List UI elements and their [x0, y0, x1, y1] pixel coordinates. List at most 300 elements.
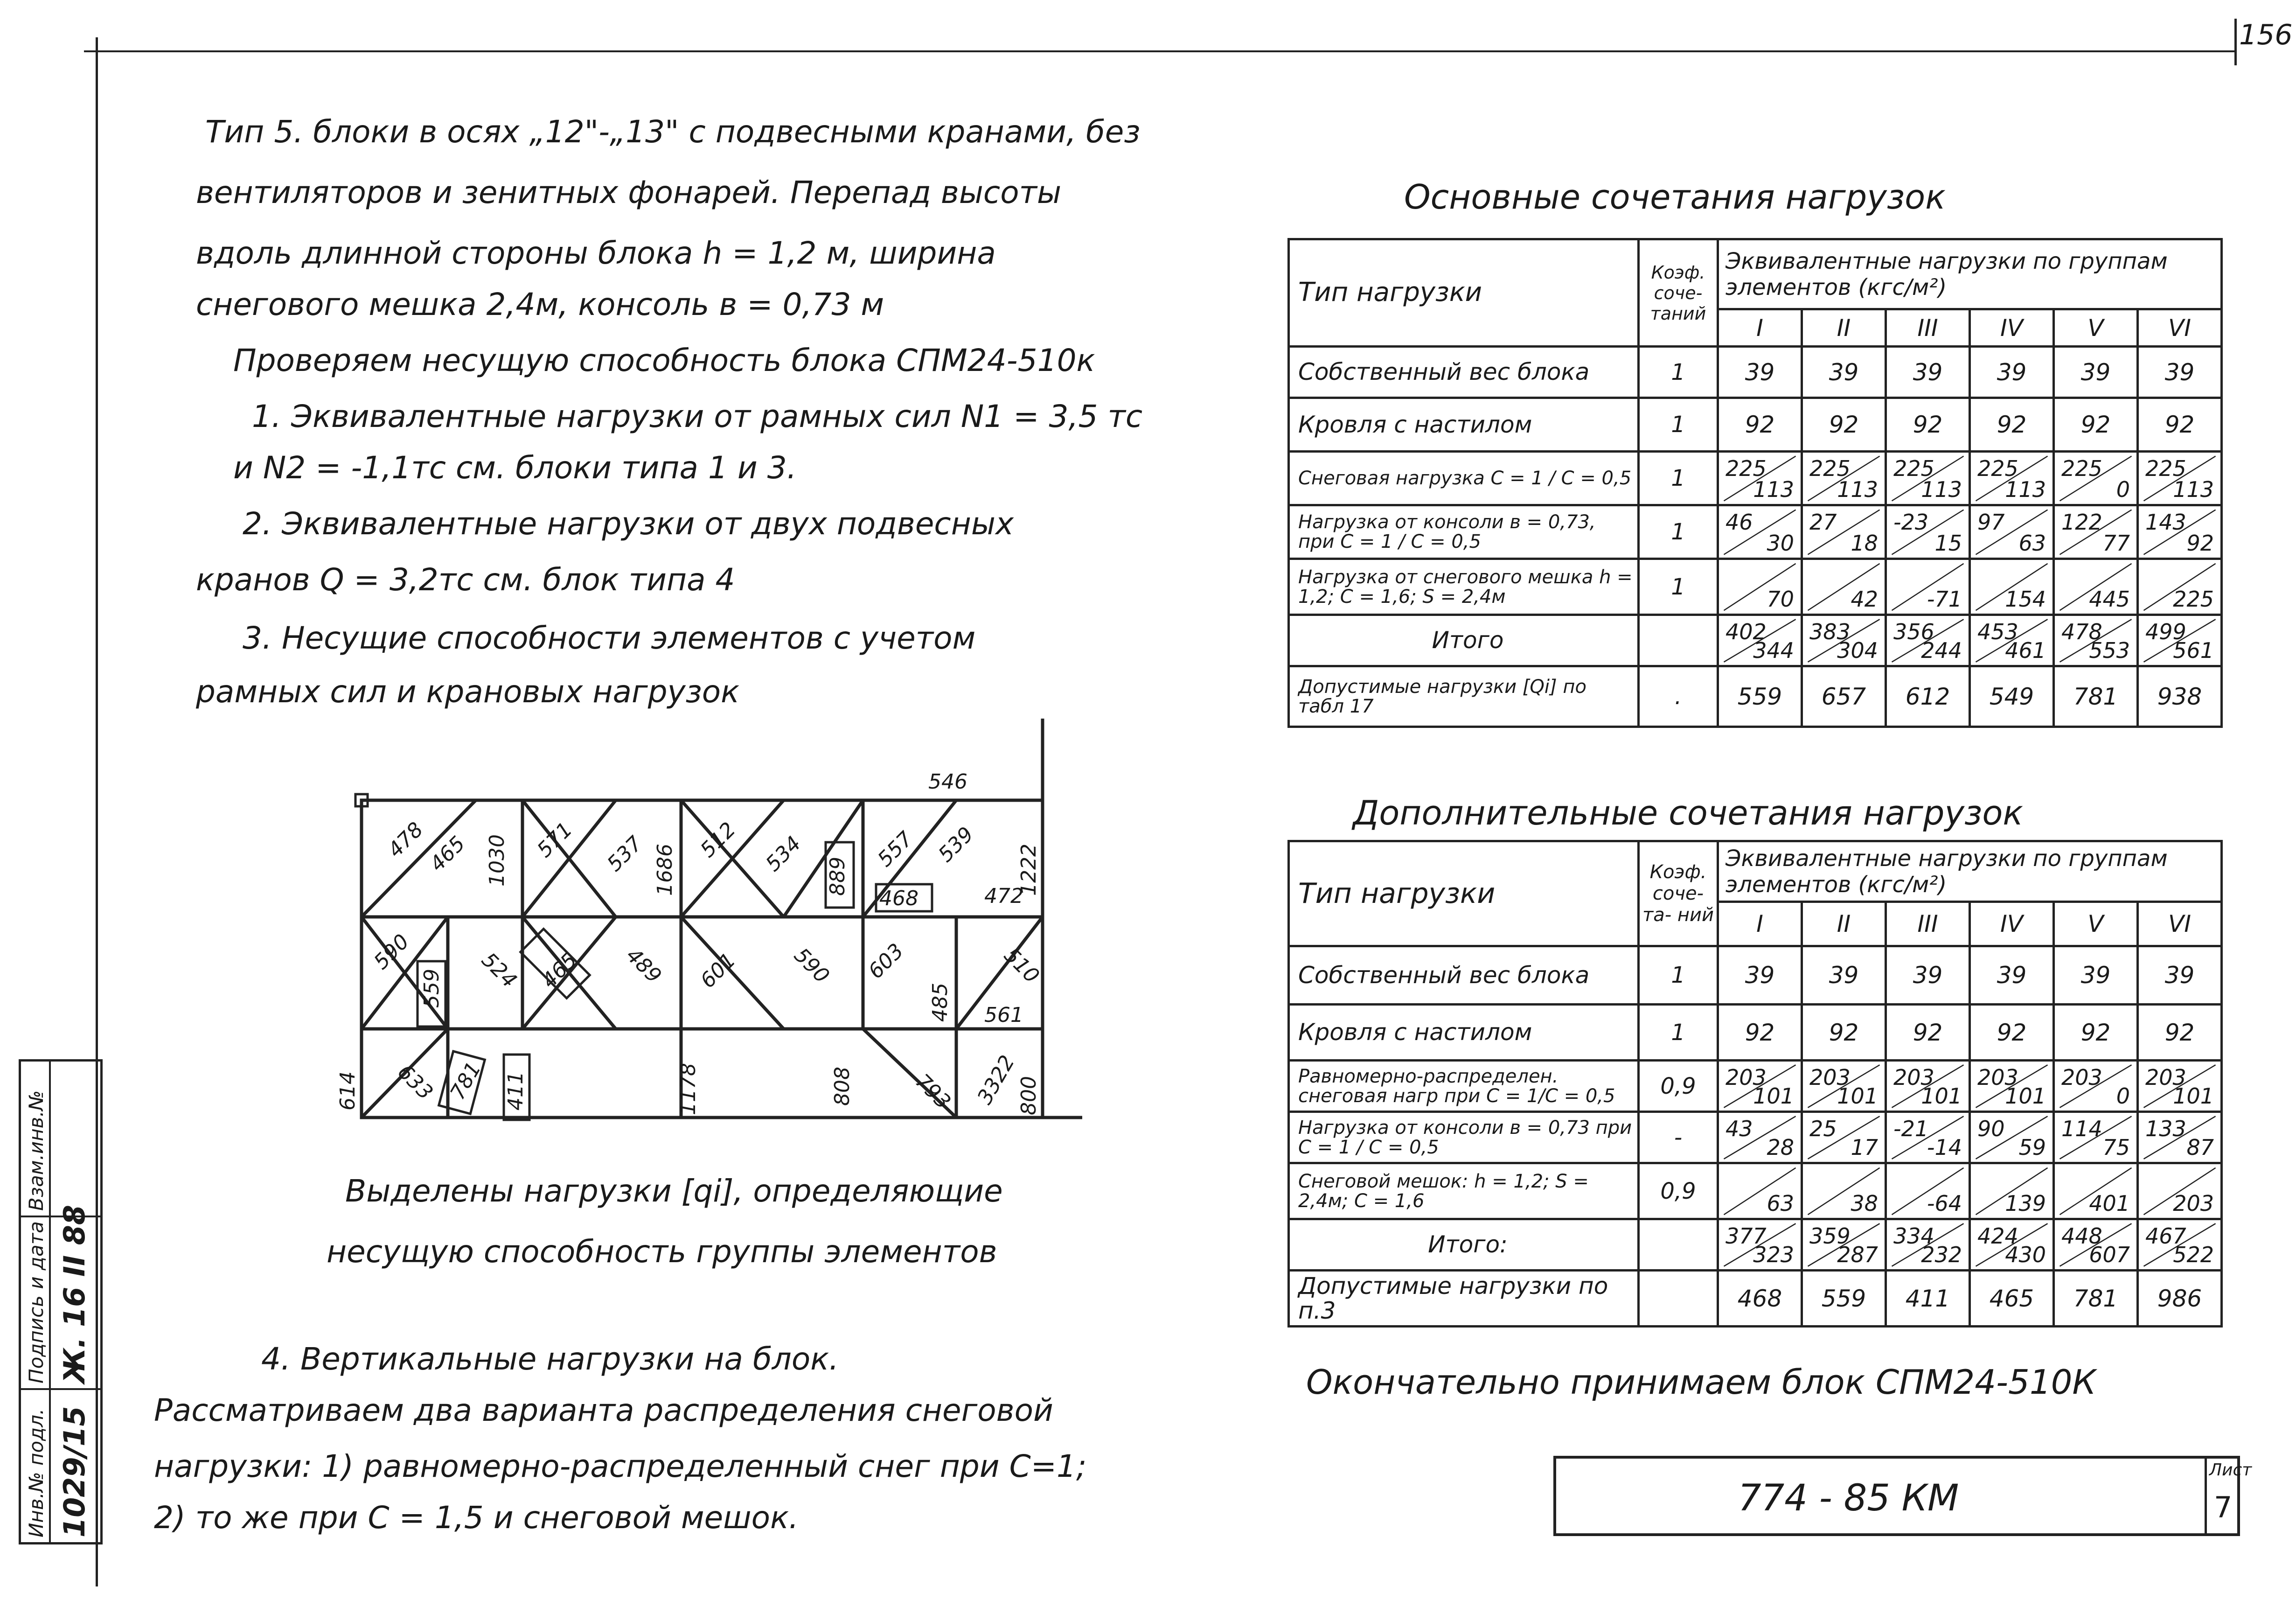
fraction-top: 478 — [2061, 619, 2102, 644]
value-cell: 92 — [2054, 398, 2138, 452]
diagram-label: 465 — [537, 948, 582, 993]
check-item-2b: кранов Q = 3,2тс см. блок типа 4 — [196, 562, 735, 598]
fraction-cell — [1886, 1061, 1970, 1112]
fraction-bottom: 101 — [2005, 1083, 2046, 1109]
table-row — [1289, 347, 2222, 398]
table-row — [1289, 1005, 2222, 1061]
diagram-label: 3322 — [973, 1051, 1020, 1109]
value-cell: 411 — [1886, 1271, 1970, 1327]
fraction-cell — [1718, 559, 1802, 615]
group-label: II — [1802, 309, 1886, 347]
table2-header-equiv: Эквивалентные нагрузки по группам элементов (кгс/м²) — [1718, 841, 2222, 902]
value-cell: 468 — [1718, 1271, 1802, 1327]
fraction-bottom: 445 — [2089, 586, 2130, 612]
fraction-cell — [1802, 1061, 1886, 1112]
row-label: Снеговой мешок: h = 1,2; S = 2,4м; С = 1,6 — [1289, 1163, 1639, 1219]
intro-line: снегового мешка 2,4м, консоль в = 0,73 м — [196, 286, 884, 322]
fraction-top: 114 — [2061, 1116, 2102, 1141]
check-item-3b: рамных сил и крановых нагрузок — [196, 674, 739, 710]
fraction-cell — [1802, 1112, 1886, 1163]
right-border — [2234, 19, 2237, 65]
fraction-top: 225 — [2145, 455, 2186, 481]
fraction-bottom: 77 — [2102, 530, 2130, 556]
fraction-bottom: 287 — [1837, 1242, 1878, 1267]
diagram-label: 557 — [873, 827, 918, 872]
fraction-top: 225 — [1725, 455, 1767, 481]
fraction-bottom: 0 — [2116, 476, 2130, 502]
table-row — [1289, 1271, 2222, 1327]
side-replace-label: Взам.инв.№ — [25, 1090, 48, 1211]
diagram-label: 524 — [477, 948, 522, 993]
fraction-cell — [1886, 505, 1970, 559]
diagram-label: 465 — [425, 831, 470, 876]
value-cell: 39 — [1718, 946, 1802, 1005]
fraction-cell — [2054, 1112, 2138, 1163]
group-label: I — [1718, 902, 1802, 946]
fraction-bottom: 113 — [2173, 476, 2214, 502]
fraction-cell — [1802, 615, 1886, 666]
fraction-bottom: 522 — [2173, 1242, 2214, 1267]
fraction-cell — [1886, 1112, 1970, 1163]
fraction-top: 359 — [1809, 1223, 1851, 1249]
value-cell: 549 — [1970, 666, 2054, 727]
fraction-top: 143 — [2145, 509, 2186, 535]
fraction-cell — [1886, 1163, 1970, 1219]
fraction-top: 203 — [2061, 1064, 2102, 1090]
vertical-line: нагрузки: 1) равномерно-распределенный снег при С=1; — [154, 1448, 1087, 1484]
fraction-top: 203 — [2145, 1064, 2186, 1090]
fraction-cell — [1886, 559, 1970, 615]
fraction-top: 467 — [2145, 1223, 2186, 1249]
top-border — [84, 50, 2234, 52]
fraction-top: 203 — [1977, 1064, 2018, 1090]
group-label: II — [1802, 902, 1886, 946]
row-coef — [1639, 1219, 1718, 1271]
check-item-1b: и N2 = -1,1тс см. блоки типа 1 и 3. — [233, 450, 797, 486]
stamp-divider — [2205, 1459, 2207, 1533]
value-cell: 92 — [1718, 1005, 1802, 1061]
fraction-cell — [2138, 1112, 2222, 1163]
fraction-top: 334 — [1893, 1223, 1934, 1249]
fraction-bottom: 113 — [1837, 476, 1878, 502]
value-cell: 92 — [1886, 1005, 1970, 1061]
diagram-label: 1686 — [653, 844, 677, 896]
group-label: V — [2054, 309, 2138, 347]
side-stamp-divider — [49, 1062, 51, 1542]
row-label: Итого: — [1289, 1219, 1639, 1271]
group-label: VI — [2138, 902, 2222, 946]
table-row — [1289, 1112, 2222, 1163]
fraction-cell — [1970, 615, 2054, 666]
check-title: Проверяем несущую способность блока СПМ24-510к — [233, 342, 1095, 378]
drawing-code: 774 - 85 КМ — [1738, 1477, 1959, 1519]
fraction-top: 97 — [1977, 509, 2005, 535]
fraction-top: 424 — [1977, 1223, 2018, 1249]
fraction-top: 383 — [1809, 619, 1851, 644]
diagram-label: 1178 — [676, 1063, 700, 1115]
diagram-label: 489 — [621, 943, 666, 988]
group-label: VI — [2138, 309, 2222, 347]
fraction-top: 402 — [1725, 619, 1767, 644]
fraction-top: 225 — [1809, 455, 1851, 481]
fraction-bottom: 101 — [1753, 1083, 1794, 1109]
side-inv-value: 1029/15 — [57, 1406, 91, 1537]
vertical-line: 2) то же при С = 1,5 и снеговой мешок. — [154, 1500, 799, 1536]
intro-line: вдоль длинной стороны блока h = 1,2 м, ширина — [196, 235, 996, 271]
fraction-top: 43 — [1725, 1116, 1753, 1141]
value-cell: 612 — [1886, 666, 1970, 727]
fraction-cell — [2138, 615, 2222, 666]
check-item-2a: 2. Эквивалентные нагрузки от двух подвесных — [243, 506, 1014, 542]
diagram-label: 793 — [911, 1069, 955, 1114]
diagram-label: 590 — [789, 943, 834, 988]
fraction-cell — [1718, 1112, 1802, 1163]
fraction-top: 225 — [1977, 455, 2018, 481]
row-coef: 1 — [1639, 452, 1718, 505]
fraction-top: 133 — [2145, 1116, 2186, 1141]
fraction-cell — [2054, 452, 2138, 505]
row-coef: 1 — [1639, 505, 1718, 559]
fraction-top: 122 — [2061, 509, 2102, 535]
sheet-label: Лист — [2209, 1460, 2252, 1480]
side-sign-value: Ж. 16 II 88 — [57, 1205, 91, 1383]
fraction-cell — [1718, 452, 1802, 505]
fraction-top: 203 — [1725, 1064, 1767, 1090]
fraction-bottom: 232 — [1921, 1242, 1962, 1267]
fraction-top: 90 — [1977, 1116, 2005, 1141]
fraction-bottom: -71 — [1927, 586, 1962, 612]
value-cell: 559 — [1718, 666, 1802, 727]
fraction-bottom: 344 — [1753, 637, 1794, 663]
fraction-bottom: 139 — [2005, 1190, 2046, 1216]
fraction-cell — [2054, 1163, 2138, 1219]
fraction-cell — [1802, 1163, 1886, 1219]
fraction-cell — [2138, 505, 2222, 559]
sheet-number: 7 — [2214, 1490, 2233, 1524]
side-inv-label: Инв.№ подл. — [25, 1408, 48, 1537]
row-coef: 0,9 — [1639, 1061, 1718, 1112]
fraction-bottom: 323 — [1753, 1242, 1794, 1267]
value-cell: 39 — [1802, 946, 1886, 1005]
table-row — [1289, 505, 2222, 559]
table-row — [1289, 946, 2222, 1005]
fraction-bottom: 430 — [2005, 1242, 2046, 1267]
fraction-cell — [2054, 1061, 2138, 1112]
value-cell: 39 — [2138, 347, 2222, 398]
diagram-label: 633 — [393, 1060, 438, 1105]
fraction-cell — [1718, 505, 1802, 559]
diagram-label: 472 — [984, 884, 1023, 908]
fraction-bottom: 17 — [1851, 1134, 1878, 1160]
fraction-bottom: 607 — [2089, 1242, 2130, 1267]
row-label: Нагрузка от консоли в = 0,73, при С = 1 / С = 0,5 — [1289, 505, 1639, 559]
side-sign-label: Подпись и дата — [25, 1221, 48, 1383]
value-cell: 781 — [2054, 666, 2138, 727]
side-stamp — [19, 1059, 103, 1544]
fraction-top: 225 — [1893, 455, 1934, 481]
diagram-label: 546 — [928, 770, 967, 794]
title-block — [1553, 1456, 2252, 1536]
conclusion: Окончательно принимаем блок СПМ24-510К — [1306, 1362, 2096, 1402]
table1-header-equiv: Эквивалентные нагрузки по группам элементов (кгс/м²) — [1718, 239, 2222, 309]
row-coef — [1639, 1271, 1718, 1327]
row-label: Нагрузка от снегового мешка h = 1,2; С = 1,6; S = 2,4м — [1289, 559, 1639, 615]
value-cell: 92 — [2054, 1005, 2138, 1061]
fraction-cell — [1802, 559, 1886, 615]
fraction-bottom: 70 — [1767, 586, 1794, 612]
fraction-cell — [2138, 1061, 2222, 1112]
row-label: Собственный вес блока — [1289, 347, 1639, 398]
diagram-label: 468 — [879, 887, 918, 910]
fraction-cell — [1886, 615, 1970, 666]
fraction-top: 356 — [1893, 619, 1934, 644]
fraction-bottom: 75 — [2102, 1134, 2130, 1160]
intro-line: вентиляторов и зенитных фонарей. Перепад высоты — [196, 175, 1062, 210]
row-label: Итого — [1289, 615, 1639, 666]
fraction-top: 25 — [1809, 1116, 1837, 1141]
value-cell: 92 — [1802, 398, 1886, 452]
fraction-cell — [1970, 452, 2054, 505]
row-label: Кровля с настилом — [1289, 1005, 1639, 1061]
diagram-label: 889 — [826, 857, 849, 896]
fraction-cell — [2138, 1219, 2222, 1271]
fraction-top: 499 — [2145, 619, 2186, 644]
page-number: 156 — [2239, 19, 2293, 51]
fraction-cell — [1970, 1112, 2054, 1163]
value-cell: 465 — [1970, 1271, 2054, 1327]
fraction-bottom: 0 — [2116, 1083, 2130, 1109]
fraction-cell — [2138, 452, 2222, 505]
fraction-bottom: 225 — [2173, 586, 2214, 612]
fraction-cell — [2054, 615, 2138, 666]
diagram-label: 781 — [445, 1058, 486, 1104]
check-item-3a: 3. Несущие способности элементов с учетом — [243, 620, 976, 656]
group-label: IV — [1970, 902, 2054, 946]
fraction-cell — [1970, 505, 2054, 559]
diagram-label: 478 — [383, 817, 428, 862]
table1-header-type: Тип нагрузки — [1289, 239, 1639, 347]
value-cell: 39 — [2138, 946, 2222, 1005]
fraction-cell — [1970, 1163, 2054, 1219]
value-cell: 92 — [1802, 1005, 1886, 1061]
fraction-top: 46 — [1725, 509, 1753, 535]
fraction-bottom: 244 — [1921, 637, 1962, 663]
fraction-bottom: 15 — [1934, 530, 1962, 556]
value-cell: 92 — [1718, 398, 1802, 452]
table-row — [1289, 1061, 2222, 1112]
table-row — [1289, 1219, 2222, 1271]
value-cell: 938 — [2138, 666, 2222, 727]
fraction-bottom: 59 — [2018, 1134, 2046, 1160]
fraction-top: 203 — [1809, 1064, 1851, 1090]
value-cell: 657 — [1802, 666, 1886, 727]
row-label: Нагрузка от консоли в = 0,73 при С = 1 / С = 0,5 — [1289, 1112, 1639, 1163]
row-coef: 1 — [1639, 559, 1718, 615]
fraction-bottom: 101 — [1921, 1083, 1962, 1109]
diagram-label: 510 — [999, 943, 1044, 988]
fraction-bottom: 63 — [2018, 530, 2046, 556]
fraction-bottom: 63 — [1767, 1190, 1794, 1216]
row-coef: 0,9 — [1639, 1163, 1718, 1219]
value-cell: 92 — [2138, 398, 2222, 452]
table-row — [1289, 452, 2222, 505]
vertical-item-4: 4. Вертикальные нагрузки на блок. — [261, 1341, 839, 1377]
table2-header-coef: Коэф. соче- та- ний — [1639, 841, 1718, 946]
value-cell: 781 — [2054, 1271, 2138, 1327]
value-cell: 39 — [1718, 347, 1802, 398]
fraction-bottom: 203 — [2173, 1190, 2214, 1216]
fraction-bottom: 461 — [2005, 637, 2046, 663]
fraction-top: 453 — [1977, 619, 2018, 644]
fraction-bottom: -14 — [1927, 1134, 1962, 1160]
row-coef: - — [1639, 1112, 1718, 1163]
fraction-cell — [1970, 1219, 2054, 1271]
row-coef: 1 — [1639, 946, 1718, 1005]
diagram-label: 559 — [420, 969, 444, 1008]
diagram-label: 539 — [933, 822, 979, 867]
fraction-bottom: 92 — [2186, 530, 2214, 556]
table-row — [1289, 615, 2222, 666]
fraction-cell — [1718, 1061, 1802, 1112]
table1-title: Основные сочетания нагрузок — [1404, 177, 1946, 217]
value-cell: 39 — [1970, 347, 2054, 398]
fraction-cell — [1718, 1219, 1802, 1271]
fraction-bottom: 30 — [1767, 530, 1794, 556]
value-cell: 39 — [1802, 347, 1886, 398]
group-label: III — [1886, 902, 1970, 946]
fraction-cell — [1886, 452, 1970, 505]
side-stamp-divider — [21, 1388, 100, 1390]
table-row — [1289, 666, 2222, 727]
diagram-label: 571 — [532, 817, 577, 862]
fraction-bottom: 28 — [1767, 1134, 1794, 1160]
table-row — [1289, 1163, 2222, 1219]
table2-header-type: Тип нагрузки — [1289, 841, 1639, 946]
fraction-bottom: 18 — [1851, 530, 1878, 556]
value-cell: 39 — [2054, 347, 2138, 398]
intro-line: Тип 5. блоки в осях „12"-„13" с подвесными кранами, без — [205, 114, 1141, 150]
value-cell: 559 — [1802, 1271, 1886, 1327]
truss-diagram — [327, 719, 1082, 1195]
fraction-cell — [2054, 505, 2138, 559]
fraction-cell — [1970, 1061, 2054, 1112]
fraction-top: 27 — [1809, 509, 1837, 535]
diagram-label: 800 — [1017, 1076, 1041, 1115]
fraction-bottom: 113 — [1921, 476, 1962, 502]
diagram-label: 808 — [830, 1067, 854, 1106]
row-label: Кровля с настилом — [1289, 398, 1639, 452]
table-row — [1289, 559, 2222, 615]
value-cell: 92 — [1970, 1005, 2054, 1061]
fraction-bottom: 553 — [2089, 637, 2130, 663]
vertical-line: Рассматриваем два варианта распределения снеговой — [154, 1392, 1053, 1428]
diagram-label: 534 — [761, 831, 806, 876]
diagram-caption: несущую способность группы элементов — [327, 1234, 997, 1270]
fraction-cell — [1802, 1219, 1886, 1271]
fraction-cell — [2138, 1163, 2222, 1219]
fraction-bottom: -64 — [1927, 1190, 1962, 1216]
row-label: Равномерно-распределен. снеговая нагр при С = 1/С = 0,5 — [1289, 1061, 1639, 1112]
diagram-label: 603 — [863, 939, 909, 984]
row-label: Снеговая нагрузка С = 1 / С = 0,5 — [1289, 452, 1639, 505]
fraction-top: -23 — [1893, 509, 1929, 535]
group-label: V — [2054, 902, 2138, 946]
diagram-label: 1222 — [1017, 844, 1041, 896]
value-cell: 92 — [1970, 398, 2054, 452]
value-cell: 39 — [1886, 946, 1970, 1005]
fraction-bottom: 101 — [1837, 1083, 1878, 1109]
value-cell: 92 — [2138, 1005, 2222, 1061]
fraction-bottom: 101 — [2173, 1083, 2214, 1109]
fraction-bottom: 113 — [2005, 476, 2046, 502]
diagram-label: 411 — [504, 1071, 528, 1111]
fraction-bottom: 401 — [2089, 1190, 2130, 1216]
diagram-label: 614 — [336, 1071, 360, 1111]
fraction-cell — [1802, 452, 1886, 505]
table1-header-coef: Коэф. соче- таний — [1639, 239, 1718, 347]
row-coef: . — [1639, 666, 1718, 727]
fraction-top: 448 — [2061, 1223, 2102, 1249]
diagram-label: 561 — [984, 1003, 1023, 1027]
fraction-bottom: 38 — [1851, 1190, 1878, 1216]
value-cell: 92 — [1886, 398, 1970, 452]
fraction-top: -21 — [1893, 1116, 1929, 1141]
diagram-label: 485 — [928, 983, 952, 1022]
row-coef: 1 — [1639, 347, 1718, 398]
fraction-cell — [1718, 615, 1802, 666]
value-cell: 39 — [1886, 347, 1970, 398]
group-label: I — [1718, 309, 1802, 347]
fraction-bottom: 113 — [1753, 476, 1794, 502]
diagram-label: 1030 — [485, 834, 509, 887]
fraction-cell — [1886, 1219, 1970, 1271]
diagram-label: 537 — [602, 831, 647, 876]
table2 — [1287, 840, 2223, 1328]
fraction-bottom: 304 — [1837, 637, 1878, 663]
fraction-bottom: 154 — [2005, 586, 2046, 612]
value-cell: 39 — [1970, 946, 2054, 1005]
fraction-cell — [1970, 559, 2054, 615]
group-label: III — [1886, 309, 1970, 347]
diagram-label: 601 — [696, 948, 741, 993]
fraction-cell — [1802, 505, 1886, 559]
fraction-cell — [2138, 559, 2222, 615]
value-cell: 986 — [2138, 1271, 2222, 1327]
fraction-top: 377 — [1725, 1223, 1767, 1249]
fraction-bottom: 87 — [2186, 1134, 2214, 1160]
table1 — [1287, 238, 2223, 728]
diagram-caption: Выделены нагрузки [qi], определяющие — [345, 1173, 1003, 1209]
row-label: Допустимые нагрузки по п.3 — [1289, 1271, 1639, 1327]
fraction-cell — [2054, 1219, 2138, 1271]
fraction-top: 203 — [1893, 1064, 1934, 1090]
row-label: Допустимые нагрузки [Qi] по табл 17 — [1289, 666, 1639, 727]
group-label: IV — [1970, 309, 2054, 347]
row-label: Собственный вес блока — [1289, 946, 1639, 1005]
table2-title: Дополнительные сочетания нагрузок — [1353, 793, 2023, 832]
fraction-cell — [2054, 559, 2138, 615]
fraction-top: 225 — [2061, 455, 2102, 481]
fraction-bottom: 561 — [2173, 637, 2214, 663]
fraction-bottom: 42 — [1851, 586, 1878, 612]
row-coef — [1639, 615, 1718, 666]
row-coef: 1 — [1639, 1005, 1718, 1061]
table-row — [1289, 398, 2222, 452]
diagram-label: 590 — [369, 929, 414, 974]
check-item-1a: 1. Эквивалентные нагрузки от рамных сил N1 = 3,5 тс — [252, 398, 1143, 434]
diagram-label: 512 — [696, 817, 741, 862]
fraction-cell — [1718, 1163, 1802, 1219]
